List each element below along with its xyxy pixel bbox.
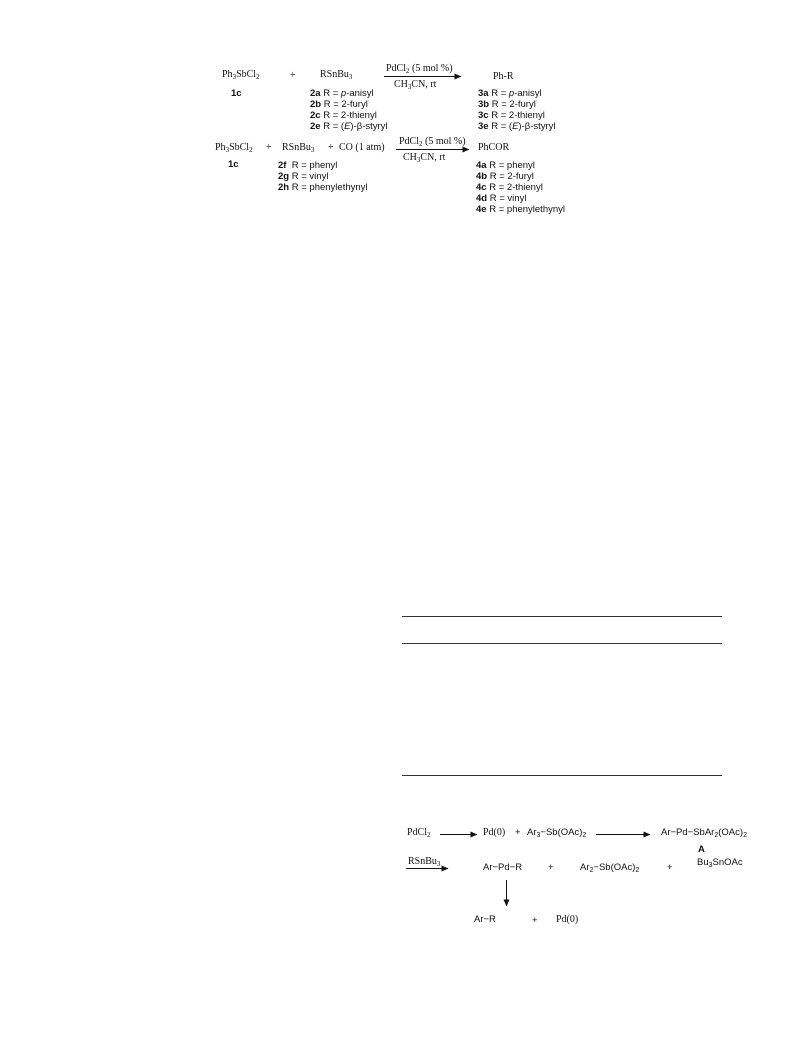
list-item: 4e R = phenylethynyl — [476, 204, 565, 215]
condition-solvent: $CH_3CN$, rt — [394, 79, 437, 91]
intermediate-label: A — [698, 844, 705, 855]
list-item: 2f R = phenyl — [278, 160, 338, 171]
list-item: 3a R = p-anisyl — [478, 88, 542, 99]
condition-solvent: $CH_3CN$, rt — [403, 152, 446, 164]
list-item: 3e R = (E)-β-styryl — [478, 121, 556, 132]
bu3snoac: $Bu_3SnOAc$ — [697, 857, 743, 869]
condition-catalyst: PdCl$_2$ (5 mol %) — [399, 136, 466, 148]
reagent-co: CO (1 atm) — [339, 142, 385, 153]
plus-sign: + — [548, 862, 554, 873]
pd0: Pd(0) — [556, 914, 579, 925]
ar3-sb-oac2: $Ar_3-Sb(OAc)_2$ — [527, 827, 587, 839]
compound-code: 1c — [231, 88, 242, 99]
plus-sign: + — [515, 827, 521, 838]
list-item: 2a R = p-anisyl — [310, 88, 374, 99]
list-item: 2h R = phenylethynyl — [278, 182, 368, 193]
pd0: Pd(0) — [483, 827, 506, 838]
reagent-rsnbu3: RSnBu$_3$ — [282, 142, 315, 154]
list-item: 4b R = 2-furyl — [476, 171, 534, 182]
reagent-rsnbu3: RSnBu$_3$ — [320, 69, 353, 81]
ar2-sb-oac2: $Ar_2-Sb(OAc)_2$ — [580, 862, 640, 874]
list-item: 2b R = 2-furyl — [310, 99, 368, 110]
list-item: 4c R = 2-thienyl — [476, 182, 543, 193]
product-ph-r: Ph-R — [493, 71, 514, 82]
plus-sign: + — [667, 862, 673, 873]
list-item: 4d R = vinyl — [476, 193, 527, 204]
plus-sign: + — [328, 142, 334, 153]
list-item: 2e R = (E)-β-styryl — [310, 121, 388, 132]
product-phcor: PhCOR — [478, 142, 510, 153]
plus-sign: + — [532, 915, 538, 926]
reagent-ph3sbcl2: $Ph_3SbCl_2$ — [222, 69, 260, 81]
reagent-ph3sbcl2: $Ph_3SbCl_2$ — [215, 142, 253, 154]
list-item: 4a R = phenyl — [476, 160, 535, 171]
rsnbu3: RSnBu$_3$ — [408, 856, 441, 868]
list-item: 2c R = 2-thienyl — [310, 110, 377, 121]
list-item: 3c R = 2-thienyl — [478, 110, 545, 121]
plus-sign: + — [266, 142, 272, 153]
condition-catalyst: PdCl$_2$ (5 mol %) — [386, 63, 453, 75]
list-item: 2g R = vinyl — [278, 171, 329, 182]
ar-r: Ar−R — [474, 914, 496, 925]
pdcl2: PdCl$_2$ — [407, 827, 431, 839]
plus-sign: + — [290, 70, 296, 81]
ar-pd-r: Ar−Pd−R — [483, 862, 523, 873]
compound-code: 1c — [228, 159, 239, 170]
list-item: 3b R = 2-furyl — [478, 99, 536, 110]
intermediate-a: $Ar-Pd-SbAr_2(OAc)_2$ — [661, 827, 747, 839]
